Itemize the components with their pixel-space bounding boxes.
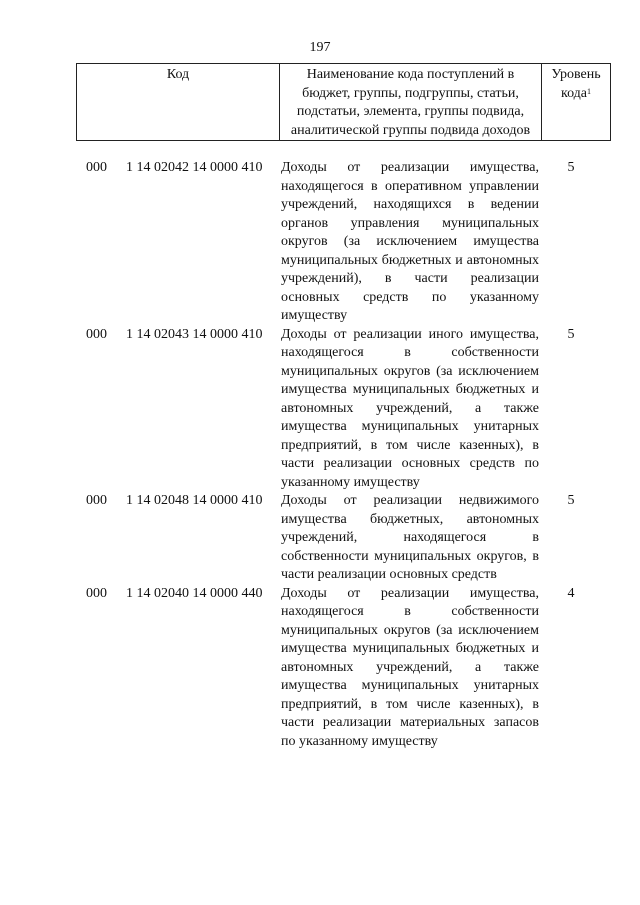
header-level: [542, 64, 611, 141]
table-header: [76, 63, 611, 141]
page-number: 197: [309, 40, 331, 55]
row-description: Доходы от реализации имущества, находящегося в оперативном управлении учреждений, находящихся в ведении органов управления муниципальных округов (за исключением имущества муниципальных бюджетных и автономных учреждений), в части реализации основных средств по указанному имуществу: [281, 160, 539, 323]
table-row: [76, 326, 598, 493]
row-prefix: 000: [86, 160, 107, 175]
table-row: [76, 159, 598, 326]
header-code: Код: [77, 64, 280, 141]
row-description: Доходы от реализации иного имущества, находящегося в собственности муниципальных округов (за исключением имущества муниципальных бюджетных и автономных учреждений, а также имущества муниципальных унитарных предприятий, в том числе казенных), в части реализации основных средств по указанному имуществу: [281, 326, 539, 490]
header-level-label: Уровень кода: [551, 67, 601, 101]
row-code: 1 14 02043 14 0000 410: [126, 326, 263, 342]
row-code: 1 14 02042 14 0000 410: [126, 160, 263, 175]
row-description: Доходы от реализации недвижимого имущества бюджетных, автономных учреждений, находящегося в собственности муниципальных округов, в части реализации основных средств: [281, 493, 539, 582]
row-level: 5: [567, 326, 575, 342]
row-prefix: 000: [86, 326, 107, 342]
row-level: 5: [567, 160, 575, 175]
row-code: 1 14 02048 14 0000 410: [126, 493, 263, 508]
header-name: Наименование кода поступлений в бюджет, группы, подгруппы, статьи, подстатьи, элемента, группы подвида, аналитической группы подвида доходов: [280, 64, 542, 141]
footnote-marker: 1: [587, 86, 592, 96]
row-description: Доходы от реализации имущества, находящегося в собственности муниципальных округов (за исключением имущества муниципальных бюджетных и автономных учреждений, а также имущества муниципальных унитарных предприятий, в том числе казенных), в части реализации материальных запасов по указанному имуществу: [281, 585, 539, 749]
row-level: 4: [567, 585, 575, 601]
table-row: [76, 585, 598, 752]
row-prefix: 000: [86, 493, 107, 508]
row-code: 1 14 02040 14 0000 440: [126, 585, 263, 601]
table-row: [76, 492, 598, 585]
header-row: [77, 64, 611, 141]
row-level: 5: [567, 493, 575, 508]
table-body: [76, 159, 598, 751]
row-prefix: 000: [86, 585, 107, 601]
